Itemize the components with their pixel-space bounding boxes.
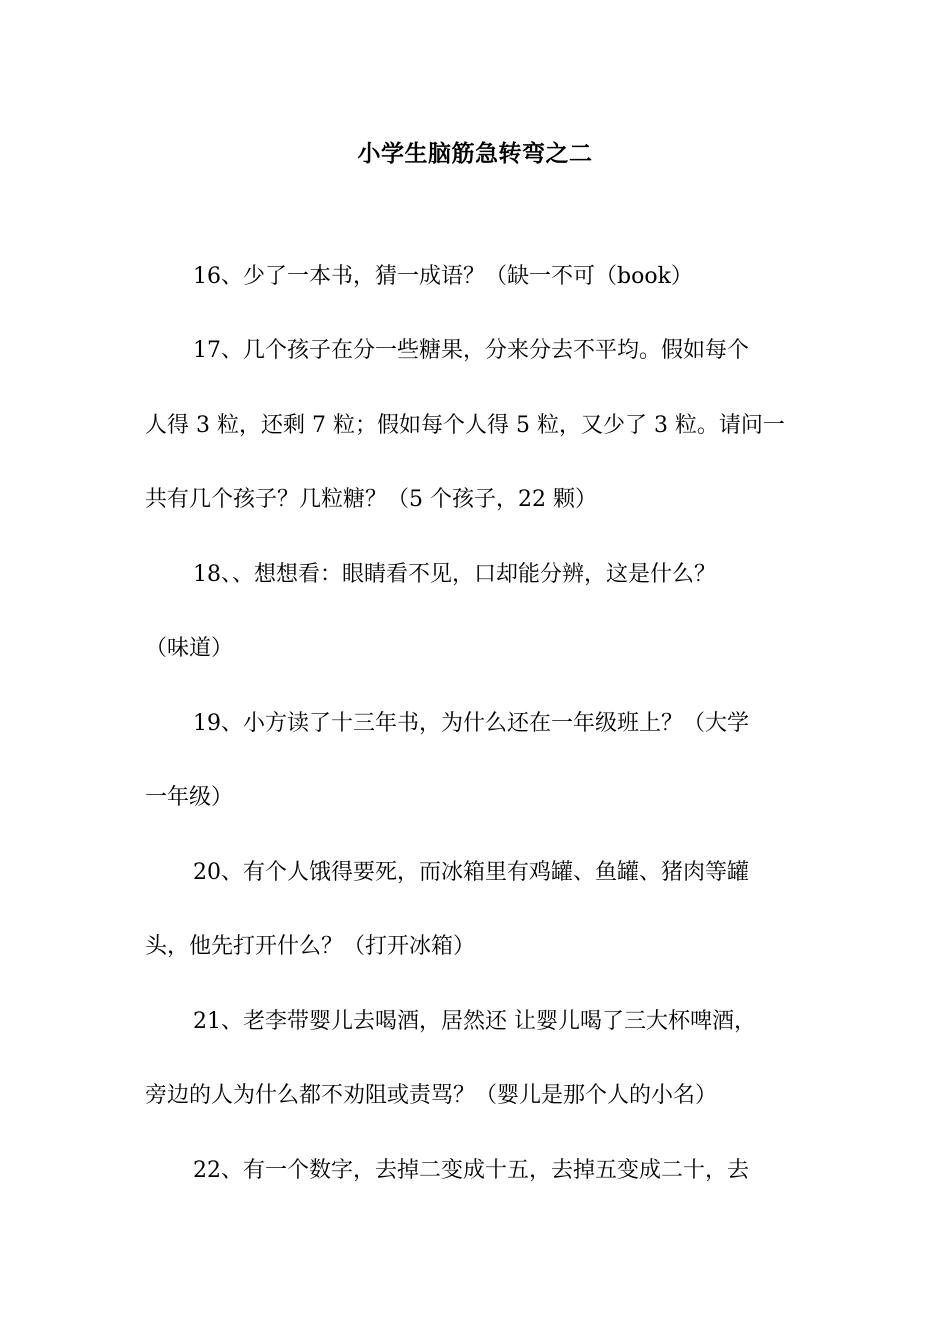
text-line-q17-cont2: 共有几个孩子？几粒糖？（5 个孩子，22 颗） <box>145 487 597 512</box>
text-line-q22-start: 22、有一个数字，去掉二变成十五，去掉五变成二十，去 <box>193 1158 749 1183</box>
text-line-q16: 16、少了一本书，猜一成语？（缺一不可（book） <box>193 264 693 289</box>
text-line-q18-start: 18、、想想看：眼睛看不见，口却能分辨，这是什么？ <box>193 562 716 587</box>
text-line-q19-start: 19、小方读了十三年书，为什么还在一年级班上？（大学 <box>193 711 749 736</box>
text-line-q17-start: 17、几个孩子在分一些糖果，分来分去不平均。假如每个 <box>193 338 749 363</box>
text-line-q18-cont: （味道） <box>145 636 234 661</box>
text-line-q21-start: 21、老李带婴儿去喝酒，居然还 让婴儿喝了三大杯啤酒， <box>193 1009 756 1034</box>
text-line-q20-start: 20、有个人饿得要死，而冰箱里有鸡罐、鱼罐、猪肉等罐 <box>193 860 749 885</box>
text-line-q17-cont1: 人得 3 粒，还剩 7 粒；假如每个人得 5 粒，又少了 3 粒。请问一 <box>145 413 785 438</box>
text-line-q19-cont: 一年级） <box>145 785 234 810</box>
text-line-q21-cont: 旁边的人为什么都不劝阻或责骂？（婴儿是那个人的小名） <box>145 1083 718 1108</box>
text-line-q20-cont: 头，他先打开什么？（打开冰箱） <box>145 934 476 959</box>
document-title: 小学生脑筋急转弯之二 <box>357 141 593 167</box>
